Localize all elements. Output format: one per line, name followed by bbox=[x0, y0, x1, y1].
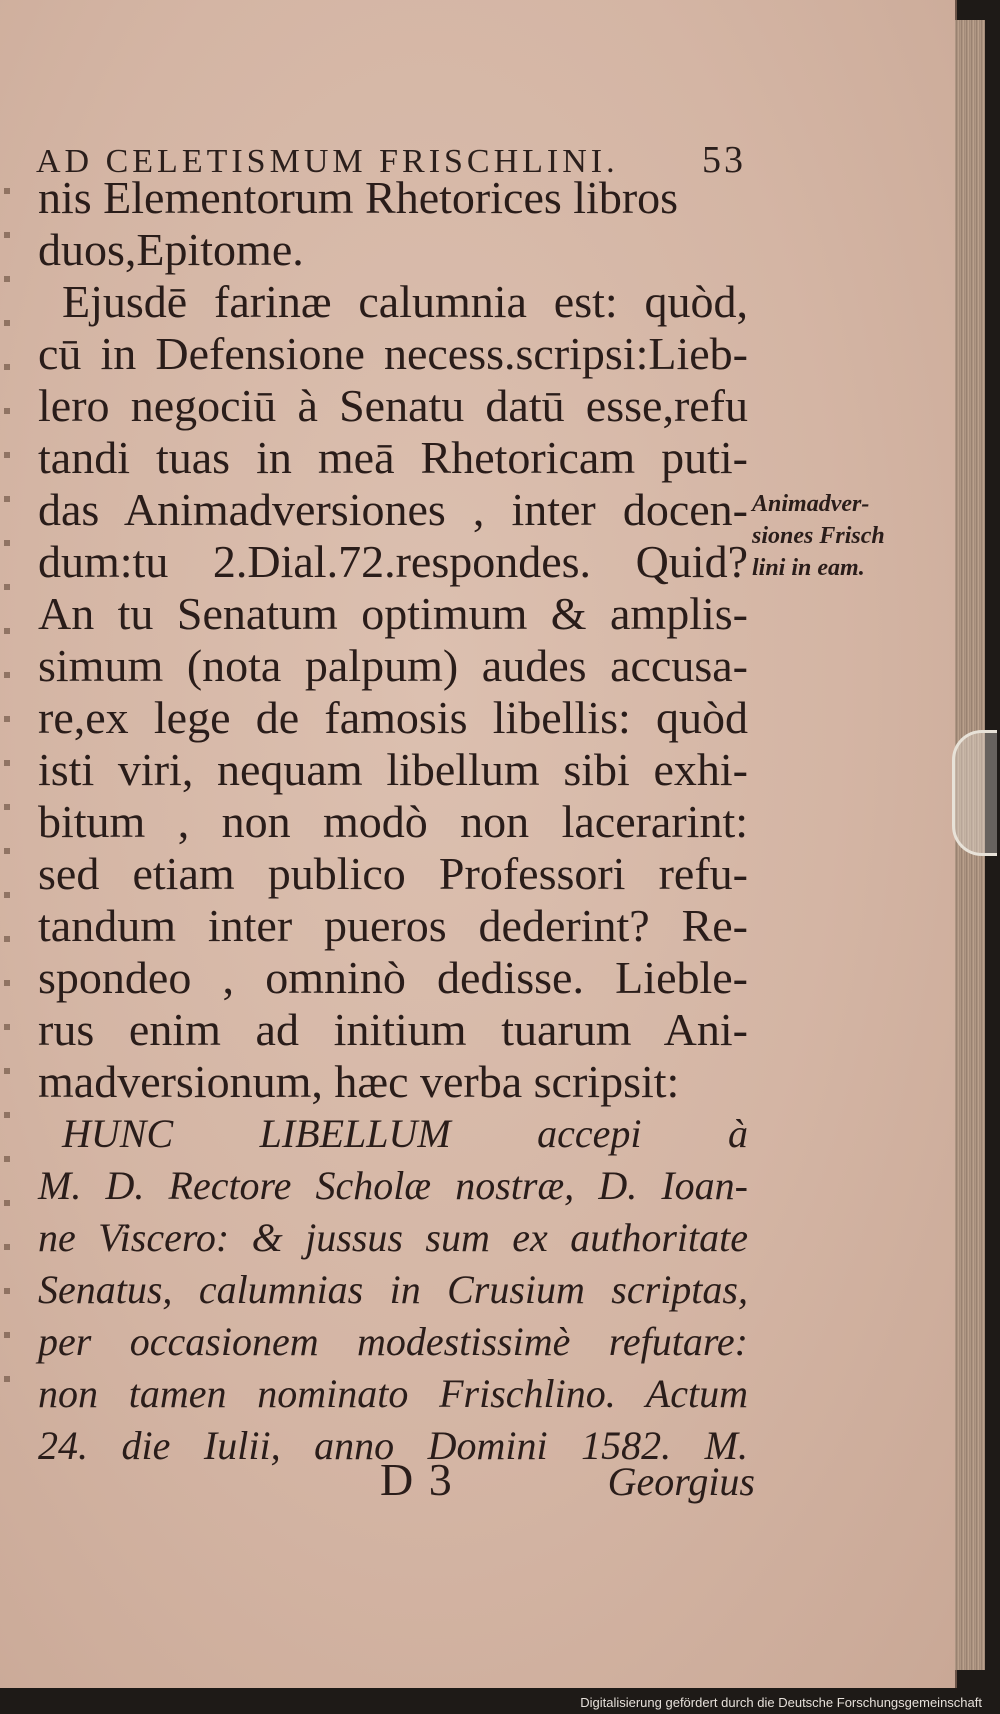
binding-stitches bbox=[4, 150, 10, 1400]
text-line: cū in Defensione necess.scripsi:Lieb- bbox=[38, 328, 748, 379]
text-line: sed etiam publico Professori refu- bbox=[38, 848, 748, 899]
text-line: lero negociū à Senatu datū esse,refu bbox=[38, 380, 748, 431]
italic-line: M. D. Rectore Scholæ nostræ, D. Ioan- bbox=[38, 1163, 748, 1208]
text-line: dum:tu 2.Dial.72.respondes. Quid? bbox=[38, 536, 748, 587]
quoted-passage bbox=[38, 1108, 748, 1472]
text-line: An tu Senatum optimum & amplis- bbox=[38, 588, 748, 639]
text-line: das Animadversiones , inter docen- bbox=[38, 484, 748, 535]
italic-line: 24. die Iulii, anno Domini 1582. M. bbox=[38, 1423, 748, 1468]
catchword: Georgius bbox=[607, 1459, 755, 1504]
text-line: spondeo , omninò dedisse. Lieble- bbox=[38, 952, 748, 1003]
margin-line: Animadver- bbox=[752, 491, 870, 517]
italic-line: HUNC LIBELLUM accepi à bbox=[62, 1111, 748, 1156]
signature-mark: D 3 bbox=[380, 1454, 454, 1505]
text-line: isti viri, nequam libellum sibi exhi- bbox=[38, 744, 748, 795]
book-clip bbox=[952, 730, 997, 856]
body-text bbox=[38, 172, 748, 1108]
text-line: bitum , non modò non lacerarint: bbox=[38, 796, 748, 847]
page-footer bbox=[380, 1453, 755, 1506]
text-line: simum (nota palpum) audes accusa- bbox=[38, 640, 748, 691]
text-line: tandum inter pueros dederint? Re- bbox=[38, 900, 748, 951]
digitization-credit: Digitalisierung gefördert durch die Deutsche Forschungsgemeinschaft bbox=[580, 1695, 982, 1710]
margin-line: siones Frisch bbox=[752, 523, 885, 549]
italic-line: ne Viscero: & jussus sum ex authoritate bbox=[38, 1215, 748, 1260]
italic-line: per occasionem modestissimè refutare: bbox=[38, 1319, 748, 1364]
text-line: duos,Epitome. bbox=[38, 224, 304, 275]
header-title: AD CELETISMUM FRISCHLINI. bbox=[36, 143, 619, 180]
margin-line: lini in eam. bbox=[752, 555, 865, 581]
italic-line: non tamen nominato Frischlino. Actum bbox=[38, 1371, 748, 1416]
text-line: re,ex lege de famosis libellis: quòd bbox=[38, 692, 748, 743]
marginal-note bbox=[752, 488, 922, 584]
text-line: nis Elementorum Rhetorices libros bbox=[38, 172, 679, 223]
italic-line: Senatus, calumnias in Crusium scriptas, bbox=[38, 1267, 748, 1312]
page-number: 53 bbox=[702, 139, 746, 181]
text-line: madversionum, hæc verba scripsit: bbox=[38, 1056, 680, 1107]
text-line: rus enim ad initium tuarum Ani- bbox=[38, 1004, 748, 1055]
text-line: tandi tuas in meā Rhetoricam puti- bbox=[38, 432, 748, 483]
text-line: Ejusdē farinæ calumnia est: quòd, bbox=[62, 276, 748, 327]
